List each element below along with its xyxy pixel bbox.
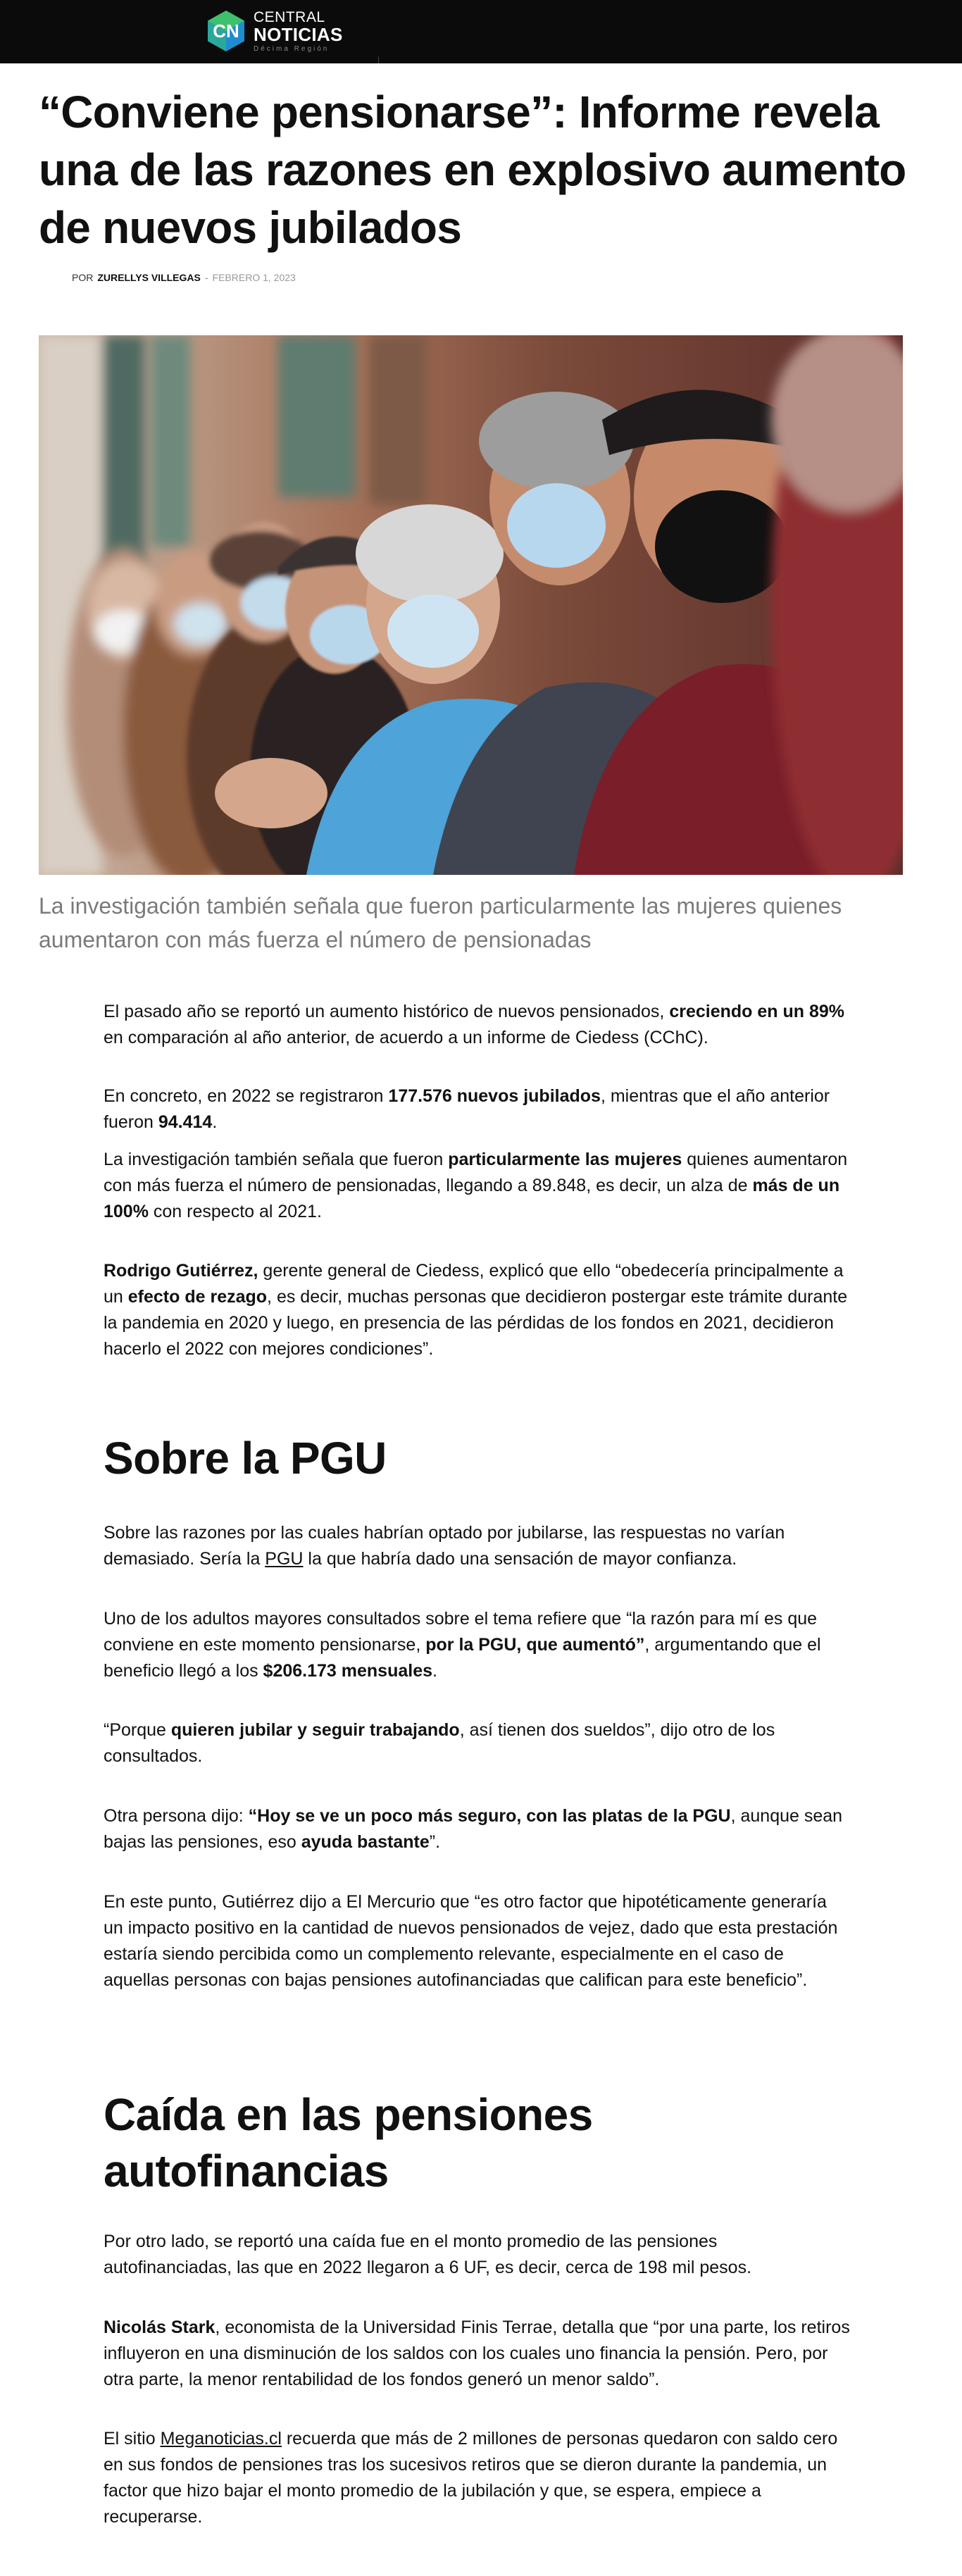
paragraph-1 [104, 999, 850, 1051]
p8-bold-2: ayuda bastante [301, 1832, 430, 1852]
photo-elderly-people-with-masks-icon [39, 335, 903, 875]
p2-bold-1: 177.576 nuevos jubilados [388, 1086, 601, 1106]
p7-text-2: , así tienen dos sueldos”, dijo otro de los consultados. [104, 1720, 775, 1766]
paragraph-9: En este punto, Gutiérrez dijo a El Mercurio que “es otro factor que hipotéticamente generaría un impacto positivo en la cantidad de nuevos pensionados de vejez, dado que esta prestación estaría siendo percibida como un complemento relevante, especialmente en el caso de aquellas personas con bajas pensiones autofinanciadas que califican para este beneficio”. [104, 1892, 838, 1990]
p2-bold-2: 94.414 [158, 1112, 213, 1132]
p3-text-2: quienes aumentaron con más fuerza el número de pensionadas, llegando a 89.848, es decir, un alza de [104, 1150, 848, 1195]
p5-text-2: la que habría dado una sensación de mayor confianza. [303, 1549, 737, 1569]
section-heading-pgu: Sobre la PGU [104, 1433, 387, 1483]
pgu-link-text: PGU [265, 1549, 304, 1569]
logo-hexagon-icon [204, 9, 248, 53]
paragraph-8 [104, 1803, 850, 1855]
p5-text-1: Sobre las razones por las cuales habrían optado por jubilarse, las respuestas no varían demasiado. Sería la [104, 1523, 785, 1569]
byline-prefix: POR [72, 272, 94, 283]
author-link[interactable]: ZURELLYS VILLEGAS [97, 272, 201, 283]
p11-bold-1: Nicolás Stark [104, 2317, 215, 2337]
p8-text-2: , aunque sean bajas las pensiones, eso [104, 1806, 843, 1852]
p4-bold-2: efecto de rezago [127, 1287, 268, 1307]
hero-image [39, 335, 903, 875]
p3-bold-2: más de un 100% [104, 1176, 840, 1221]
p3-bold-1: particularmente las mujeres [448, 1150, 682, 1169]
paragraph-12 [104, 2426, 850, 2530]
paragraph-7 [104, 1717, 850, 1769]
p2-text-1: En concreto, en 2022 se registraron [104, 1086, 389, 1106]
paragraph-5 [104, 1520, 850, 1572]
paragraph-11 [104, 2315, 850, 2393]
article-title: “Conviene pensionarse”: Informe revela una de las razones en explosivo aumento de nuevos jubilados [39, 87, 906, 253]
p2-text-3: . [212, 1112, 218, 1132]
p1-text-2: en comparación al año anterior, de acuerdo a un informe de Ciedess (CChC). [104, 1028, 708, 1047]
paragraph-4 [104, 1258, 850, 1362]
p4-text-1: gerente general de Ciedess, explicó que ello “obedecería principalmente a un [104, 1261, 844, 1307]
paragraph-2 [104, 1083, 850, 1135]
p3-text-1: La investigación también señala que fueron [104, 1150, 449, 1169]
logo-wordmark [254, 10, 343, 53]
paragraph-3 [104, 1147, 850, 1225]
image-caption: La investigación también señala que fueron particularmente las mujeres quienes aumentaron con más fuerza el número de pensionadas [39, 893, 842, 952]
p6-text-1: Uno de los adultos mayores consultados sobre el tema refiere que “la razón para mí es que conviene en este momento pensionarse, [104, 1609, 818, 1655]
p6-bold-1: por la PGU, que aumentó” [425, 1635, 645, 1655]
p4-text-2: , es decir, muchas personas que decidieron postergar este trámite durante la pandemia en 2020 y luego, en presencia de las pérdidas de los fondos en 2021, decidieron hacerlo el 2022 con mejores condiciones”. [104, 1287, 848, 1359]
p11-text-1: , economista de la Universidad Finis Terrae, detalla que “por una parte, los retiros influyeron en una disminución de los saldos con los cuales uno financia la pensión. Pero, por otra parte, la menor rentabilidad de los fondos generó un menor saldo”. [104, 2317, 850, 2389]
meganoticias-link[interactable] [161, 2429, 282, 2449]
p3-text-3: con respecto al 2021. [148, 1202, 322, 1221]
p12-text-1: El sitio [104, 2429, 161, 2449]
logo-line-noticias: NOTICIAS [254, 23, 343, 45]
topbar-divider [378, 56, 379, 63]
pgu-link[interactable] [265, 1549, 303, 1569]
p2-text-2: , mientras que el año anterior fueron [104, 1086, 830, 1132]
p12-text-2: recuerda que más de 2 millones de personas quedaron con saldo cero en sus fondos de pensiones tras los sucesivos retiros que se dieron durante la pandemia, un factor que hizo bajar el monto promedio de la jubilación y que, se espera, empiece a recuperarse. [104, 2429, 838, 2527]
p6-bold-2: $206.173 mensuales [263, 1661, 433, 1681]
p7-bold-1: quieren jubilar y seguir trabajando [170, 1720, 460, 1740]
p1-text-1: El pasado año se reportó un aumento histórico de nuevos pensionados, [104, 1002, 670, 1021]
p6-text-2: , argumentando que el beneficio llegó a los [104, 1635, 821, 1681]
p8-text-1: Otra persona dijo: [104, 1806, 249, 1826]
p6-text-3: . [432, 1661, 437, 1681]
logo-initials: CN [213, 20, 239, 42]
paragraph-10: Por otro lado, se reportó una caída fue en el monto promedio de las pensiones autofinanciadas, las que en 2022 llegaron a 6 UF, es decir, cerca de 198 mil pesos. [104, 2232, 752, 2277]
logo-line-region: Décima Región [254, 44, 330, 53]
p1-bold-1: creciendo en un 89% [669, 1002, 845, 1021]
paragraph-6 [104, 1606, 850, 1684]
article-byline [72, 272, 296, 283]
p8-text-3: ”. [429, 1832, 441, 1852]
p8-bold-1: “Hoy se ve un poco más seguro, con las platas de la PGU [248, 1806, 731, 1826]
publish-date: FEBRERO 1, 2023 [212, 272, 296, 283]
byline-separator: - [204, 272, 208, 283]
site-logo[interactable] [204, 8, 343, 54]
section-heading-caida: Caída en las pensiones autofinancias [104, 2089, 593, 2196]
p4-bold-1: Rodrigo Gutiérrez, [104, 1261, 258, 1281]
meganoticias-link-text: Meganoticias.cl [160, 2429, 282, 2449]
p7-text-1: “Porque [104, 1720, 171, 1740]
logo-line-central: CENTRAL [254, 8, 325, 25]
top-bar [0, 0, 962, 63]
